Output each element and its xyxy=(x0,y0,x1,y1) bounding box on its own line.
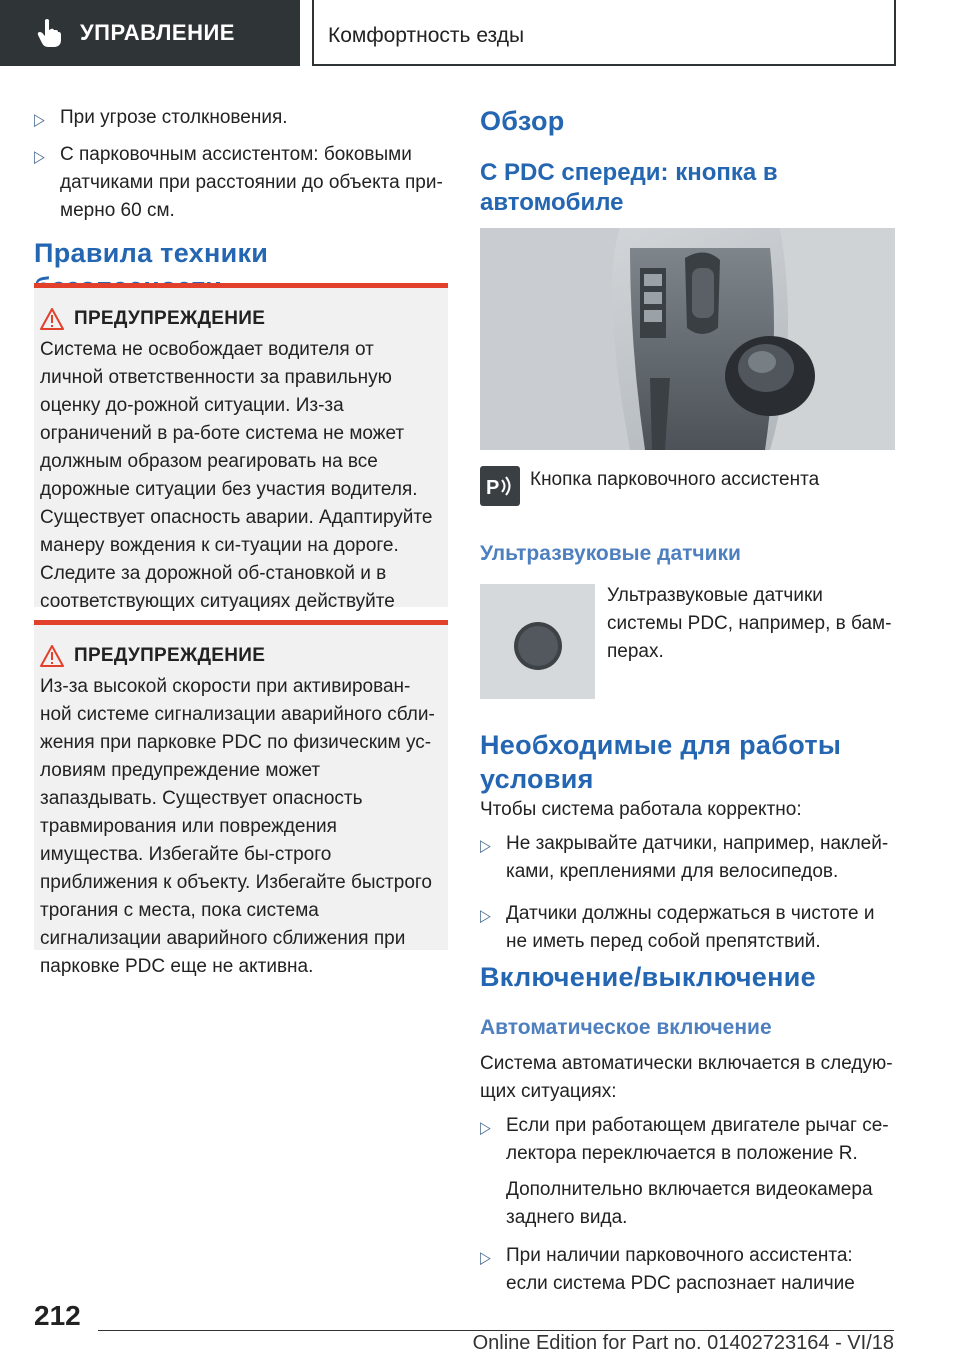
warning-text: Система не освобождает водителя от личной ответственности за правильную оценку до-рожной ситуации. Из-за ограничений в ра-боте система не может должным образом реагировать на все дорожные ситуации без участия водителя. Существует опасность аварии. Адаптируйте манеру вождения к си-туации на дороге. Следите за дорожной об-становкой и в соответствующих ситуациях действуйте xyxy=(40,339,433,612)
conditions-list xyxy=(480,830,895,964)
list-item: ▷ При наличии парковочного ассистента: если система PDC распознает наличие xyxy=(480,1242,895,1298)
triangle-bullet-icon: ▷ xyxy=(480,835,491,855)
button-caption-row xyxy=(480,466,895,506)
conditions-heading: Необходимые для работы условия xyxy=(480,730,842,794)
sensors-heading: Ультразвуковые датчики xyxy=(480,542,741,565)
center-console-image xyxy=(480,228,895,450)
pdc-front-heading: С PDC спереди: кнопка в автомобиле xyxy=(480,159,778,216)
ultrasonic-sensor-image xyxy=(480,584,595,699)
section-tab xyxy=(0,0,300,66)
chapter-title: Комфортность езды xyxy=(328,24,525,47)
warning-box-1 xyxy=(34,283,448,612)
section-title: УПРАВЛЕНИЕ xyxy=(80,20,235,45)
button-caption: Кнопка парковочного ассистента xyxy=(530,469,820,490)
conditions-intro: Чтобы система работала корректно: xyxy=(480,799,802,820)
triangle-bullet-icon: ▷ xyxy=(34,109,45,129)
list-item: ▷ Датчики должны содержаться в чистоте и не иметь перед собой препятствий. xyxy=(480,900,895,956)
auto-list xyxy=(480,1112,895,1306)
auto-heading: Автоматическое включение xyxy=(480,1016,772,1039)
auto-intro: Система автоматически включается в следую-щих ситуациях: xyxy=(480,1053,893,1102)
list-item: ▷ Не закрывайте датчики, например, наклей-ками, креплениями для велосипедов. xyxy=(480,830,895,886)
warning-text: Из-за высокой скорости при активирован-ной системе сигнализации аварийного сбли-жения при парковке PDC по физическим ус-ловиям предупреждение может запаздывать. Существует опасность травмирования или повреждения имущества. Избегайте бы-строго приближения к объекту. Избегайте быстрого трогания с места, пока система сигнализации аварийного сближения при парковке PDC еще не активна. xyxy=(40,676,435,977)
edition-note: Online Edition for Part no. 01402723164 - VI/18 xyxy=(472,1332,894,1354)
svg-text:P: P xyxy=(486,477,500,499)
chapter-header xyxy=(312,0,896,66)
list-item: ▷ С парковочным ассистентом: боковыми датчиками при расстоянии до объекта при-мерно 60 см. xyxy=(34,141,448,225)
warning-title: ПРЕДУПРЕЖДЕНИЕ xyxy=(74,308,266,329)
sensors-text: Ультразвуковые датчики системы PDC, например, в бам-перах. xyxy=(607,585,892,662)
triangle-bullet-icon: ▷ xyxy=(34,146,45,166)
left-top-bullets xyxy=(34,104,448,233)
warning-triangle-icon xyxy=(40,645,64,667)
triangle-bullet-icon: ▷ xyxy=(480,1247,491,1267)
warning-title: ПРЕДУПРЕЖДЕНИЕ xyxy=(74,645,266,666)
parking-assistant-icon xyxy=(480,466,520,506)
onoff-heading: Включение/выключение xyxy=(480,962,816,992)
overview-heading: Обзор xyxy=(480,106,565,136)
page-number: 212 xyxy=(34,1300,81,1331)
footer-divider xyxy=(98,1330,894,1331)
safety-heading: Правила техники xyxy=(34,238,269,268)
list-item: ▷ Если при работающем двигателе рычаг се-лектора переключается в положение R. xyxy=(480,1112,895,1168)
warning-box-2 xyxy=(34,620,448,977)
warning-triangle-icon xyxy=(40,308,64,330)
list-item: ▷ При угрозе столкновения. xyxy=(34,104,448,133)
triangle-bullet-icon: ▷ xyxy=(480,905,491,925)
auto-note: Дополнительно включается видеокамера заднего вида. xyxy=(506,1179,873,1228)
hand-pointer-icon xyxy=(36,18,62,48)
triangle-bullet-icon: ▷ xyxy=(480,1117,491,1137)
